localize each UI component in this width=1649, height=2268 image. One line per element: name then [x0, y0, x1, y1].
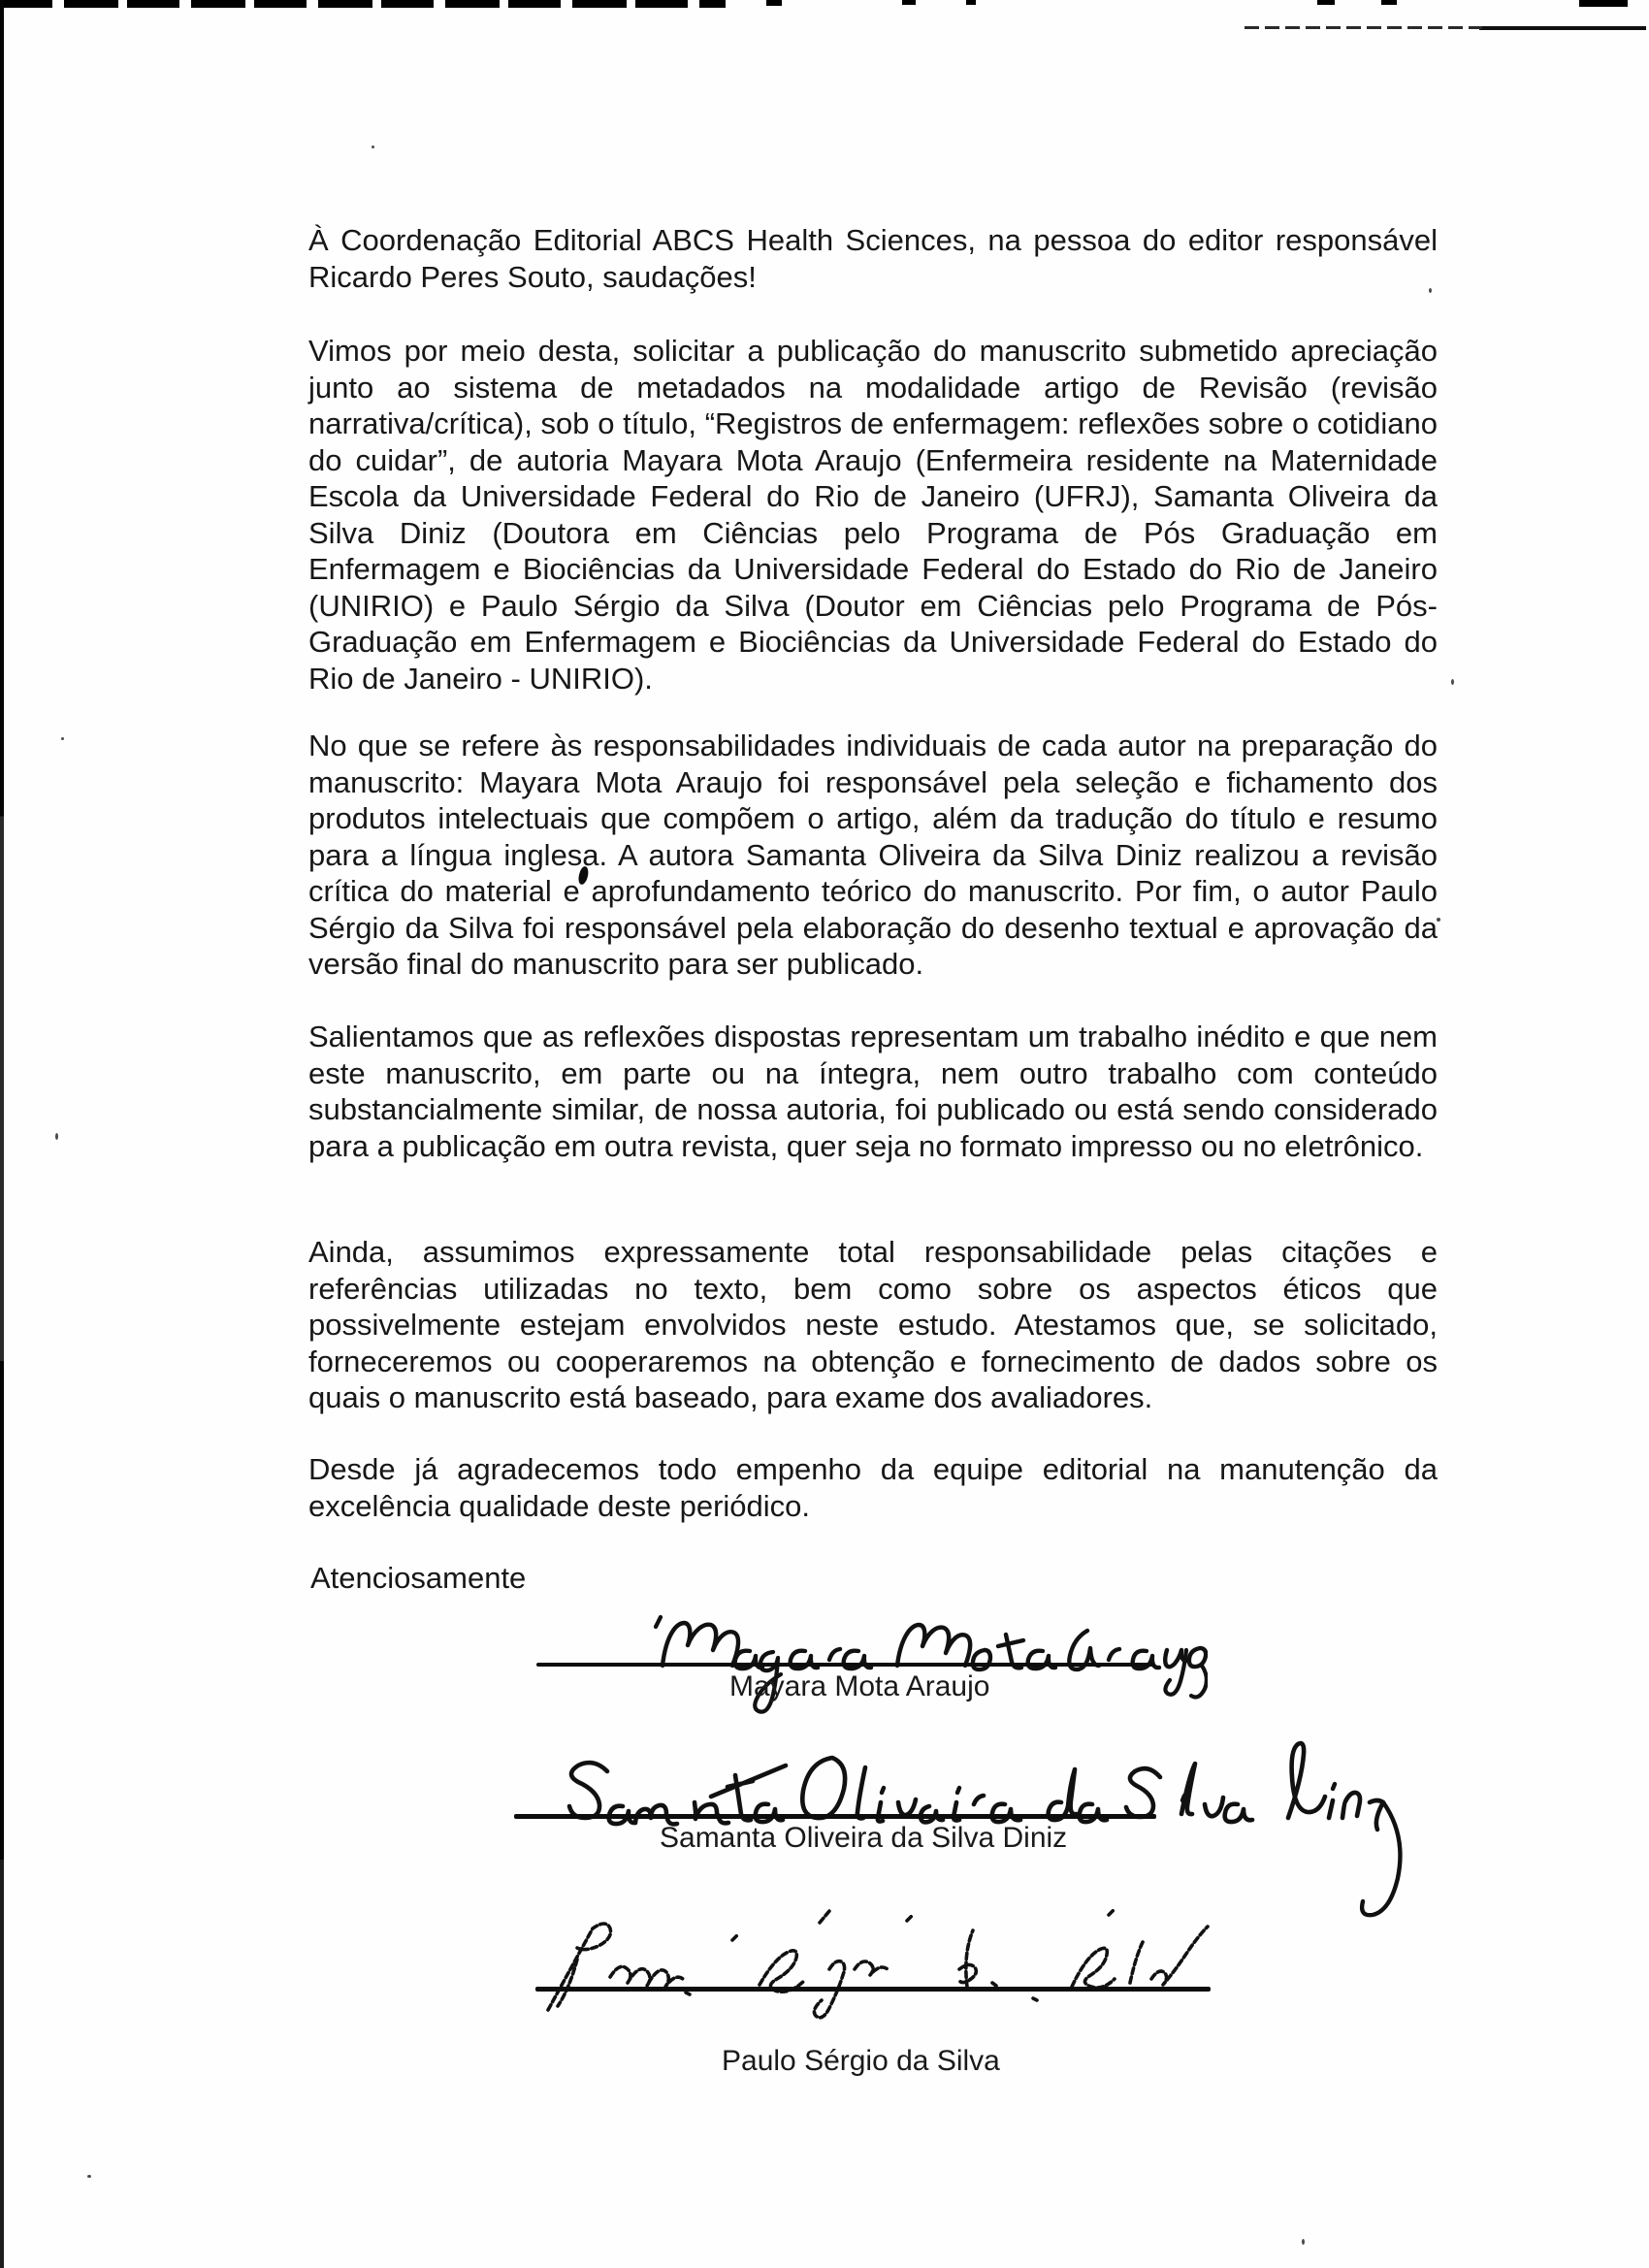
- paragraph-salutation: À Coordenação Editorial ABCS Health Sciences, na pessoa do editor responsável Ricardo Peres Souto, saudações!: [308, 223, 1438, 294]
- scan-artifact-top-segment: [1579, 0, 1628, 7]
- scan-artifact-top-segment: [1381, 0, 1397, 5]
- typed-name-paulo: Paulo Sérgio da Silva: [722, 2045, 1000, 2077]
- scan-noise-speck: [87, 2175, 91, 2178]
- scan-artifact-dashed-line: [1245, 26, 1646, 30]
- scan-noise-speck: [55, 1133, 58, 1140]
- scan-noise-speck: [61, 737, 64, 740]
- signature-line: [536, 1663, 1155, 1667]
- scan-artifact-top-segment: [1317, 0, 1335, 5]
- scan-noise-speck: [1451, 679, 1454, 685]
- scan-artifact-top-edge: [0, 0, 726, 8]
- paragraph-ethics: Ainda, assumimos expressamente total responsabilidade pelas citações e referências utilizadas no texto, bem como sobre os aspectos éticos que possivelmente estejam envolvidos neste estudo. Atestamos que, se solicitado, forneceremos ou cooperaremos na obtenção e fornecimento de dados sobre os quais o manuscrito está baseado, para exame dos avaliadores.: [308, 1235, 1438, 1414]
- closing-salutation: Atenciosamente: [310, 1561, 527, 1595]
- signature-line: [514, 1814, 1156, 1819]
- signature-line: [535, 1987, 1211, 1992]
- scan-artifact-left-edge: [0, 0, 4, 2268]
- typed-name-mayara: Mayara Mota Araujo: [729, 1670, 990, 1702]
- scan-artifact-top-segment: [966, 0, 976, 5]
- typed-name-samanta: Samanta Oliveira da Silva Diniz: [660, 1822, 1068, 1854]
- handwritten-signature-paulo: [529, 1899, 1222, 2030]
- scan-artifact-top-segment: [902, 0, 916, 5]
- paragraph-thanks: Desde já agradecemos todo empenho da equipe editorial na manutenção da excelência qualidade deste periódico.: [308, 1452, 1438, 1523]
- scan-noise-speck: [1302, 2239, 1305, 2245]
- paragraph-responsibilities: No que se refere às responsabilidades individuais de cada autor na preparação do manuscrito: Mayara Mota Araujo foi responsável pela seleção e fichamento dos produtos intelectuais que compõem o artigo, além da tradução do título e resumo para a língua inglesa. A autora Samanta Oliveira da Silva Diniz realizou a revisão crítica do material e aprofundamento teórico do manuscrito. Por fim, o autor Paulo Sérgio da Silva foi responsável pela elaboração do desenho textual e aprovação da versão final do manuscrito para ser publicado.: [308, 729, 1438, 981]
- paragraph-request: Vimos por meio desta, solicitar a publicação do manuscrito submetido apreciação junto ao sistema de metadados na modalidade artigo de Revisão (revisão narrativa/crítica), sob o título, “Registros de enfermagem: reflexões sobre o cotidiano do cuidar”, de autoria Mayara Mota Araujo (Enfermeira residente na Maternidade Escola da Universidade Federal do Rio de Janeiro (UFRJ), Samanta Oliveira da Silva Diniz (Doutora em Ciências pelo Programa de Pós Graduação em Enfermagem e Biociências da Universidade Federal do Estado do Rio de Janeiro (UNIRIO) e Paulo Sérgio da Silva (Doutor em Ciências pelo Programa de Pós-Graduação em Enfermagem e Biociências da Universidade Federal do Estado do Rio de Janeiro - UNIRIO).: [308, 334, 1438, 696]
- scan-artifact-top-segment: [766, 0, 782, 6]
- paragraph-originality: Salientamos que as reflexões dispostas representam um trabalho inédito e que nem este manuscrito, em parte ou na íntegra, nem outro trabalho com conteúdo substancialmente similar, de nossa autoria, foi publicado ou está sendo considerado para a publicação em outra revista, quer seja no formato impresso ou no eletrônico.: [308, 1020, 1438, 1163]
- scan-noise-speck: [372, 146, 374, 148]
